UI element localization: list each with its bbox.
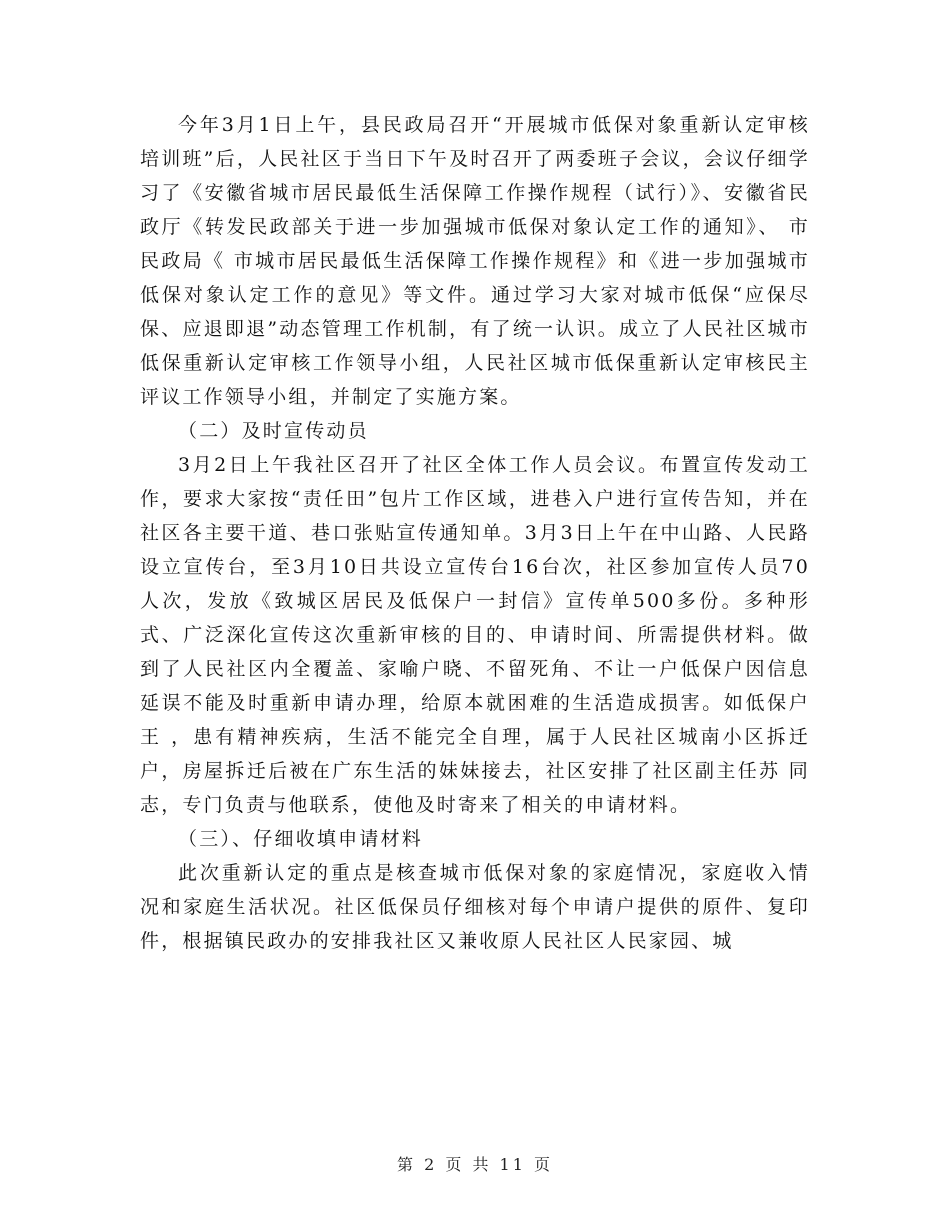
section-heading-publicity: （二）及时宣传动员 (178, 420, 369, 442)
paragraph-training-meeting: 今年3月1日上午，县民政局召开“开展城市低保对象重新认定审核培训班”后，人民社区于当日下午及时召开了两委班子会议，会议仔细学习了《安徽省城市居民最低生活保障工作操作规程（试行）》、安徽省民政厅《转发民政部关于进一步加强城市低保对象认定工作的通知》、 市民政局《 市城市居民最低生活保障工作操作规程》和《进一步加强城市低保对象认定工作的意见》等文件。通过学习大家对城市低保“应保尽保、应退即退”动态管理工作机制，有了统一认识。成立了人民社区城市低保重新认定审核工作领导小组，人民社区城市低保重新认定审核民主评议工作领导小组，并制定了实施方案。 (140, 114, 810, 408)
document-body (140, 108, 810, 958)
section-heading-materials: （三）、仔细收填申请材料 (178, 828, 423, 850)
paragraph-publicity-mobilization: 3月2日上午我社区召开了社区全体工作人员会议。布置宣传发动工作，要求大家按“责任田”包片工作区域，进巷入户进行宣传告知，并在社区各主要干道、巷口张贴宣传通知单。3月3日上午在中山路、人民路设立宣传台，至3月10日共设立宣传台16台次，社区参加宣传人员70人次，发放《致城区居民及低保户一封信》宣传单500多份。多种形式、广泛深化宣传这次重新审核的目的、申请时间、所需提供材料。做到了人民社区内全覆盖、家喻户晓、不留死角、不让一户低保户因信息延误不能及时重新申请办理，给原本就困难的生活造成损害。如低保户王 ，患有精神疾病，生活不能完全自理，属于人民社区城南小区拆迁户，房屋拆迁后被在广东生活的妹妹接去，社区安排了社区副主任苏 同志，专门负责与他联系，使他及时寄来了相关的申请材料。 (140, 454, 810, 816)
paragraph-materials-review: 此次重新认定的重点是核查城市低保对象的家庭情况，家庭收入情况和家庭生活状况。社区低保员仔细核对每个申请户提供的原件、复印件，根据镇民政办的安排我社区又兼收原人民社区人民家园、城 (140, 862, 810, 952)
page-footer: 第 2 页 共 11 页 (397, 1155, 553, 1174)
